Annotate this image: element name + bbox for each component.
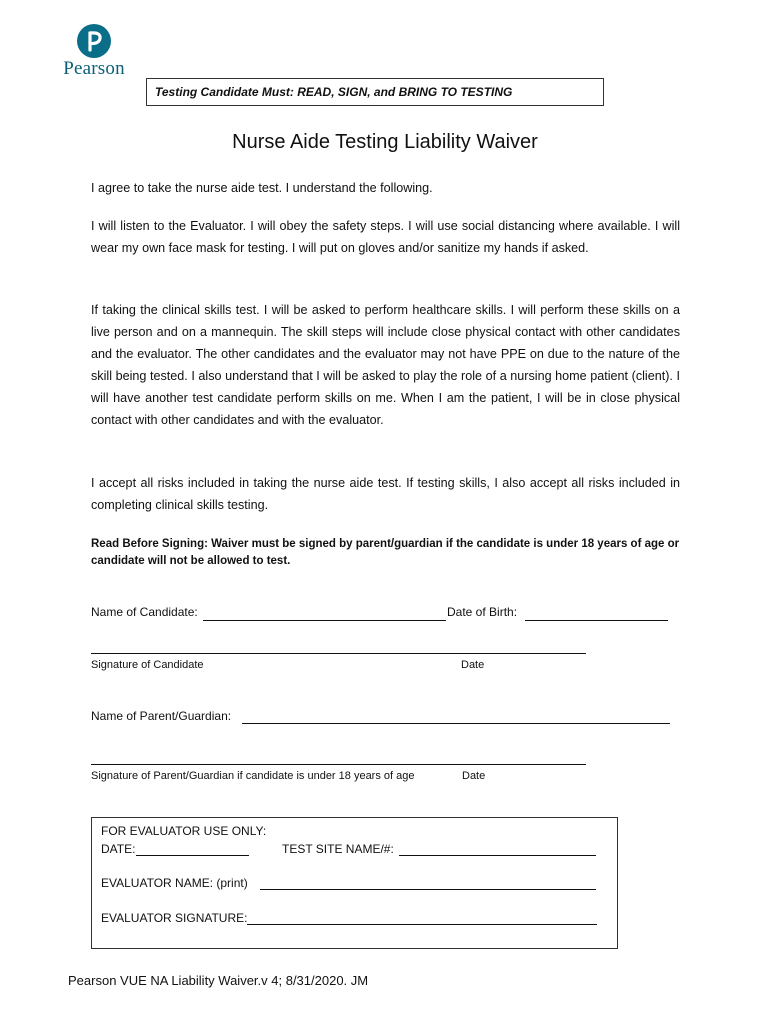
test-site-field[interactable] — [399, 855, 596, 856]
name-of-candidate-label: Name of Candidate: — [91, 605, 198, 619]
evaluator-name-label: EVALUATOR NAME: (print) — [101, 876, 248, 890]
paragraph-accept-risks: I accept all risks included in taking the nurse aide test. If testing skills, I also accept all risks included in completing clinical skills testing. — [91, 476, 680, 512]
name-of-parent-field[interactable] — [242, 723, 670, 724]
paragraph-safety: I will listen to the Evaluator. I will obey the safety steps. I will use social distancing where available. I will wear my own face mask for testing. I will put on gloves and/or sanitize my hands if asked. — [91, 219, 680, 255]
evaluator-date-label: DATE: — [101, 842, 136, 856]
evaluator-date-field[interactable] — [136, 855, 249, 856]
evaluator-heading: FOR EVALUATOR USE ONLY: — [101, 824, 267, 838]
testing-candidate-notice: Testing Candidate Must: READ, SIGN, and BRING TO TESTING — [146, 78, 604, 106]
signature-of-candidate-field[interactable] — [91, 653, 586, 654]
signature-of-parent-field[interactable] — [91, 764, 586, 765]
signature-of-parent-label: Signature of Parent/Guardian if candidate is under 18 years of age — [91, 770, 415, 782]
pearson-logo — [54, 24, 134, 80]
paragraph-clinical-skills: If taking the clinical skills test. I will be asked to perform healthcare skills. I will perform these skills on a live person and on a mannequin. The skill steps will include close physical contact with other candidates and the evaluator. The other candidates and the evaluator may not have PPE on due to the nature of the skill being tested. I also understand that I will be asked to play the role of a nursing home patient (client). I will have another test candidate perform skills on me. When I am the patient, I will be in close physical contact with other candidates and with the evaluator. — [91, 303, 680, 427]
evaluator-signature-field[interactable] — [247, 924, 597, 925]
document-footer: Pearson VUE NA Liability Waiver.v 4; 8/31/2020. JM — [68, 973, 369, 988]
date-of-birth-label: Date of Birth: — [447, 605, 518, 619]
candidate-date-label: Date — [461, 659, 485, 671]
page-title: Nurse Aide Testing Liability Waiver — [232, 131, 538, 153]
pearson-p-logo-icon — [77, 24, 111, 58]
paragraph-agreement: I agree to take the nurse aide test. I understand the following. — [91, 181, 433, 195]
parent-date-label: Date — [462, 770, 486, 782]
name-of-parent-label: Name of Parent/Guardian: — [91, 709, 232, 723]
date-of-birth-field[interactable] — [525, 620, 668, 621]
test-site-label: TEST SITE NAME/#: — [282, 842, 394, 856]
signature-of-candidate-label: Signature of Candidate — [91, 659, 204, 671]
evaluator-name-field[interactable] — [260, 889, 596, 890]
evaluator-signature-label: EVALUATOR SIGNATURE: — [101, 911, 248, 925]
read-before-signing-warning: Read Before Signing: Waiver must be signed by parent/guardian if the candidate is under 18 years of age or candidate will not be allowed to test. — [91, 538, 680, 567]
name-of-candidate-field[interactable] — [203, 620, 446, 621]
logo-wordmark: Pearson — [63, 58, 125, 79]
evaluator-use-box — [91, 817, 618, 949]
